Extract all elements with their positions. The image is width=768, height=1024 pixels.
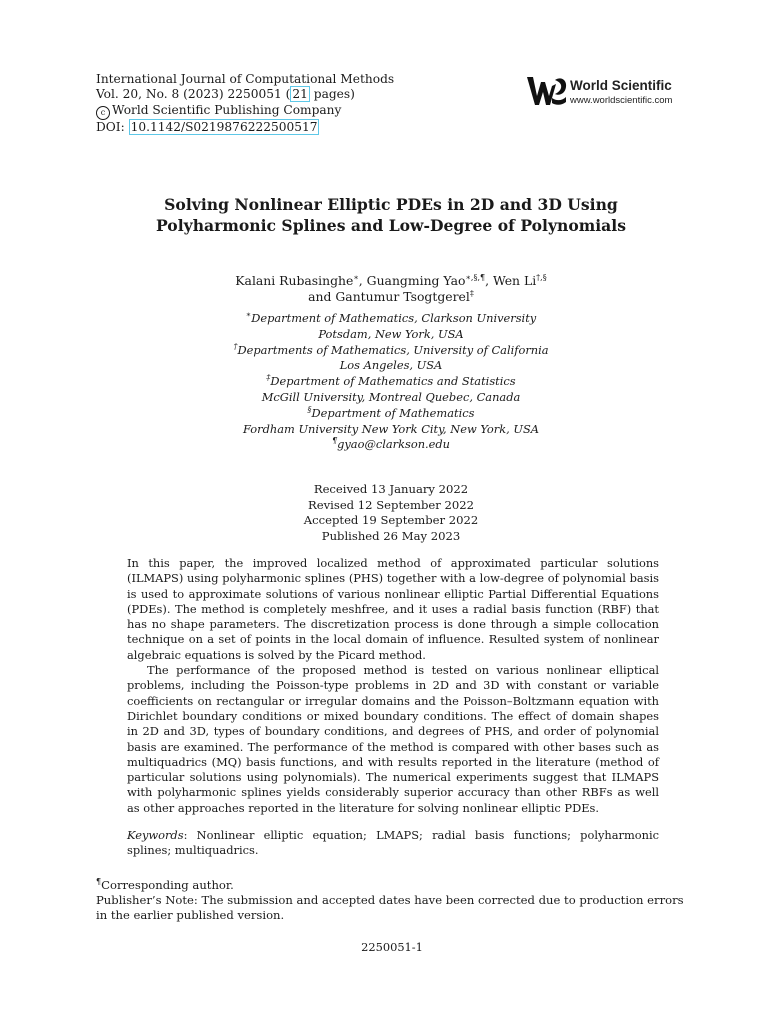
affiliation-line: Department of Mathematics, Clarkson University <box>251 311 537 325</box>
copyright-text: World Scientific Publishing Company <box>112 102 342 117</box>
received-date: Received 13 January 2022 <box>313 482 469 496</box>
keywords-text: : Nonlinear elliptic equation; LMAPS; radial basis functions; polyharmonic splines; multiquadrics. <box>127 828 659 858</box>
publisher-note-line-1: Publisher’s Note: The submission and accepted dates have been corrected due to production errors <box>96 893 684 908</box>
publisher-logo <box>526 74 696 108</box>
author-name: , Wen Li <box>485 273 537 288</box>
affiliation-line: Potsdam, New York, USA <box>318 326 464 341</box>
abstract-paragraph-1: In this paper, the improved localized method of approximated particular solutions (ILMAPS) using polyharmonic splines (PHS) together with a low-degree of polynomial basis is used to approximate solutions of various nonlinear elliptic Partial Differential Equations (PDEs). The method is completely meshfree, and it uses a radial basis function (RBF) that has no shape parameters. The discretization process is done through a simple collocation technique on a set of points in the local domain of influence. Resulted system of nonlinear algebraic equations is solved by the Picard method. <box>127 556 659 662</box>
author-name: , Guangming Yao <box>358 273 466 288</box>
affiliation-3 <box>96 374 686 406</box>
keywords-label: Keywords <box>127 828 184 843</box>
affiliation-1 <box>96 311 686 343</box>
affiliation-line: Department of Mathematics <box>311 405 475 420</box>
affiliation-2 <box>96 343 686 375</box>
article-dates <box>96 482 686 544</box>
affiliation-4 <box>96 406 686 438</box>
email-mark: ¶ <box>331 436 338 446</box>
affiliation-mark: ∗ <box>245 310 252 320</box>
paper-title <box>96 195 686 236</box>
doi-link[interactable]: 10.1142/S0219876222500517 <box>130 119 318 134</box>
copyright-icon: c <box>96 106 110 120</box>
revised-date: Revised 12 September 2022 <box>308 497 474 512</box>
logo-url[interactable]: www.worldscientific.com <box>570 95 673 106</box>
affiliation-line: Department of Mathematics and Statistics <box>270 374 516 389</box>
doi-line <box>96 120 394 135</box>
author-name: Kalani Rubasinghe <box>235 273 354 288</box>
affiliations <box>96 311 686 453</box>
authors-line-1 <box>96 273 686 289</box>
page-number: 2250051-1 <box>361 940 423 954</box>
abstract <box>127 556 659 859</box>
title-line-1: Solving Nonlinear Elliptic PDEs in 2D and 3D Using <box>164 195 618 214</box>
author-list <box>96 273 686 305</box>
published-date: Published 26 May 2023 <box>321 528 461 543</box>
title-line-2: Polyharmonic Splines and Low-Degree of Polynomials <box>156 215 626 235</box>
volume-line <box>96 87 394 102</box>
affiliation-mark: § <box>307 404 312 414</box>
publisher-note-line-2: in the earlier published version. <box>96 908 285 923</box>
author-mark: ∗,§,¶ <box>465 272 486 282</box>
author-mark: †,§ <box>536 272 547 282</box>
affiliation-line: McGill University, Montreal Quebec, Canada <box>261 389 521 404</box>
footnotes <box>96 878 688 924</box>
footnote-mark: ¶ <box>96 877 102 887</box>
email-address[interactable]: gyao@clarkson.edu <box>337 437 451 452</box>
doi-label: DOI: <box>96 119 129 134</box>
affiliation-line: Departments of Mathematics, University of California <box>237 342 549 357</box>
journal-name: International Journal of Computational Methods <box>96 72 395 86</box>
email-line <box>96 437 686 453</box>
accepted-date: Accepted 19 September 2022 <box>303 513 479 527</box>
affiliation-mark: † <box>233 341 238 351</box>
volume-info: Vol. 20, No. 8 (2023) 2250051 ( <box>96 87 291 102</box>
copyright-line <box>96 103 394 120</box>
affiliation-line: Fordham University New York City, New York, USA <box>243 421 539 436</box>
authors-line-2 <box>96 289 686 305</box>
page-count-link[interactable]: 21 <box>292 87 308 102</box>
affiliation-mark: ‡ <box>266 373 271 383</box>
journal-header <box>96 72 394 135</box>
author-name: and Gantumur Tsogtgerel <box>308 289 470 304</box>
abstract-paragraph-2: The performance of the proposed method is tested on various nonlinear elliptical problems, including the Poisson-type problems in 2D and 3D with constant or variable coefficients on rectangular or irregular domains and the Poisson–Boltzmann equation with Dirichlet boundary conditions or mixed boundary conditions. The effect of domain shapes in 2D and 3D, types of boundary conditions, and degrees of PHS, and order of polynomial basis are examined. The performance of the method is compared with other bases such as multiquadrics (MQ) basis functions, and with results reported in the literature (method of particular solutions using polynomials). The numerical experiments suggest that ILMAPS with polyharmonic splines yields considerably superior accuracy than other RBFs as well as other approaches reported in the literature for solving nonlinear elliptic PDEs. <box>127 663 659 815</box>
logo-name: World Scientific <box>570 78 672 93</box>
affiliation-line: Los Angeles, USA <box>339 358 443 373</box>
corresponding-footnote <box>96 878 688 893</box>
footnote-text: Corresponding author. <box>101 878 234 892</box>
keywords <box>127 828 659 859</box>
world-scientific-logo-icon <box>526 74 568 108</box>
author-mark: ‡ <box>469 288 474 298</box>
volume-info-end: pages) <box>309 87 355 102</box>
author-mark: ∗ <box>353 272 359 282</box>
